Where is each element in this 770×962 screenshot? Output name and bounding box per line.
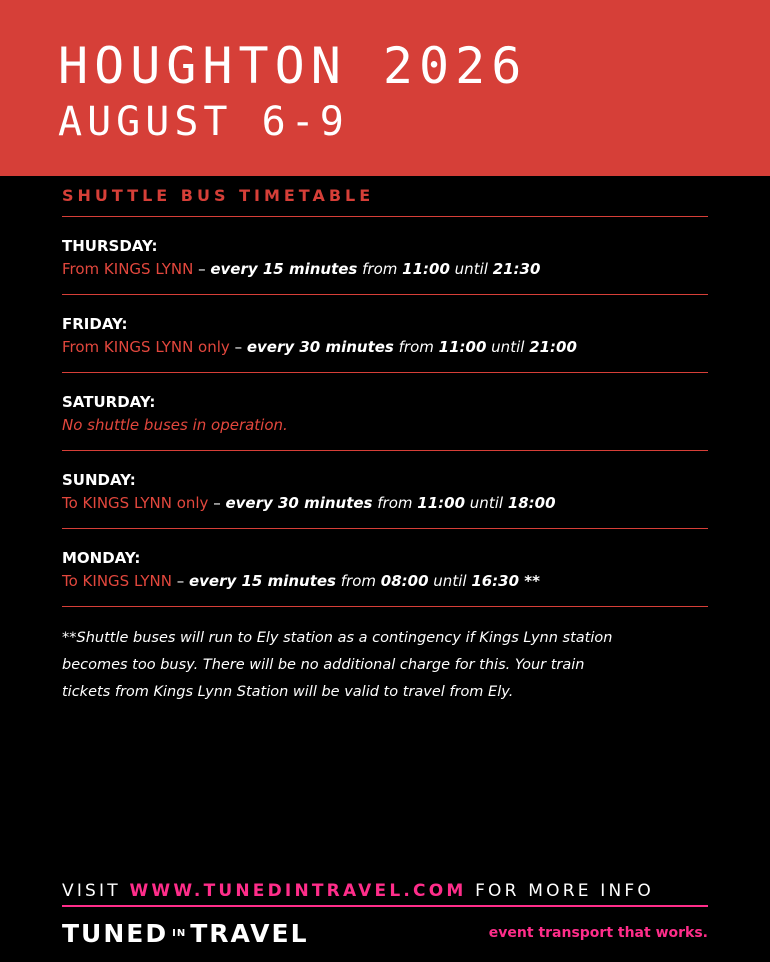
until-word: until	[428, 572, 472, 590]
dash: –	[208, 494, 226, 512]
visit-prefix: VISIT	[62, 881, 130, 901]
day-name: FRIDAY:	[62, 315, 128, 333]
end-time: 21:30	[492, 260, 541, 278]
brand-tagline: event transport that works.	[488, 925, 708, 941]
route: From KINGS LYNN	[62, 260, 194, 278]
footnote-line: becomes too busy. There will be no additional charge for this. Your train	[62, 657, 585, 673]
day-sunday	[62, 451, 708, 528]
brand-word-in: IN	[172, 928, 187, 939]
frequency: every 15 minutes	[210, 260, 358, 278]
until-word: until	[449, 260, 493, 278]
event-dates: AUGUST 6-9	[58, 99, 349, 145]
day-schedule	[62, 568, 708, 594]
footnote-line: tickets from Kings Lynn Station will be valid to travel from Ely.	[62, 684, 514, 700]
day-saturday	[62, 373, 708, 450]
dash: –	[229, 338, 247, 356]
start-time: 11:00	[402, 260, 450, 278]
visit-line	[62, 879, 712, 903]
day-name: SUNDAY:	[62, 471, 136, 489]
route: To KINGS LYNN only	[62, 494, 209, 512]
divider	[62, 606, 708, 607]
event-title: HOUGHTON 2026	[58, 37, 528, 95]
from-word: from	[372, 494, 418, 512]
contingency-footnote	[62, 625, 722, 706]
brand-word-travel: TRAVEL	[190, 919, 309, 948]
day-schedule	[62, 412, 708, 438]
start-time: 08:00	[380, 572, 429, 590]
visit-suffix: FOR MORE INFO	[466, 881, 654, 901]
day-name: SATURDAY:	[62, 393, 156, 411]
timetable-heading: SHUTTLE BUS TIMETABLE	[62, 186, 375, 205]
route: From KINGS LYNN only	[62, 338, 230, 356]
end-time: 18:00	[507, 494, 556, 512]
suffix: **	[519, 572, 540, 590]
dash: –	[193, 260, 211, 278]
until-word: until	[465, 494, 508, 512]
no-service-note: No shuttle buses in operation.	[62, 416, 288, 434]
from-word: from	[336, 572, 381, 590]
shuttle-timetable	[62, 184, 708, 607]
footnote-line: **Shuttle buses will run to Ely station as a contingency if Kings Lynn station	[62, 630, 613, 646]
day-schedule	[62, 490, 708, 516]
from-word: from	[393, 338, 439, 356]
dash: –	[171, 572, 189, 590]
header-banner	[0, 0, 770, 176]
start-time: 11:00	[438, 338, 487, 356]
day-schedule	[62, 256, 708, 282]
brand-logo	[62, 918, 309, 950]
day-monday	[62, 529, 708, 606]
frequency: every 15 minutes	[188, 572, 336, 590]
day-thursday	[62, 217, 708, 294]
end-time: 16:30	[471, 572, 520, 590]
route: To KINGS LYNN	[62, 572, 172, 590]
until-word: until	[486, 338, 530, 356]
day-name: MONDAY:	[62, 549, 141, 567]
website-link[interactable]: WWW.TUNEDINTRAVEL.COM	[129, 881, 467, 901]
frequency: every 30 minutes	[225, 494, 373, 512]
end-time: 21:00	[529, 338, 577, 356]
footer-divider	[62, 905, 708, 907]
day-friday	[62, 295, 708, 372]
day-name: THURSDAY:	[62, 237, 158, 255]
from-word: from	[357, 260, 403, 278]
brand-word-tuned: TUNED	[62, 919, 169, 948]
day-schedule	[62, 334, 708, 360]
start-time: 11:00	[417, 494, 466, 512]
frequency: every 30 minutes	[246, 338, 394, 356]
